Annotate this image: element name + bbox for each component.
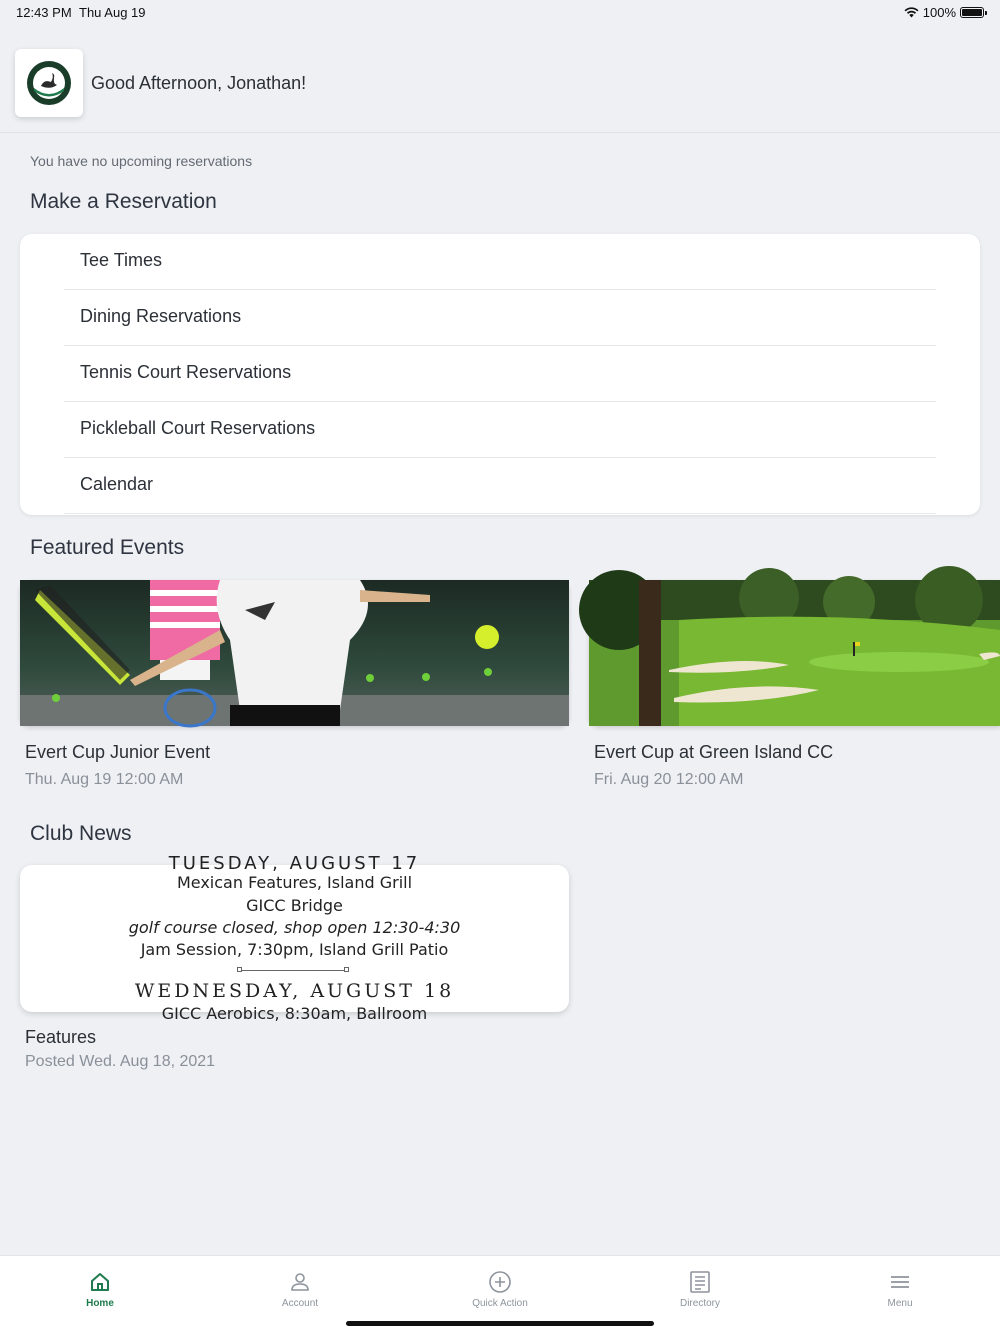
news-preview-top: TUESDAY, AUGUST 17	[168, 853, 421, 874]
reservation-item-label: Calendar	[80, 474, 154, 494]
battery-percent: 100%	[922, 5, 956, 20]
reservation-item-label: Tee Times	[80, 250, 163, 270]
news-preview-divider-end	[237, 967, 242, 972]
event-date: Thu. Aug 19 12:00 AM	[25, 771, 184, 788]
home-icon	[88, 1270, 112, 1294]
club-logo[interactable]	[15, 49, 83, 117]
reservation-item-tennis[interactable]	[64, 346, 936, 402]
plus-circle-icon	[488, 1270, 512, 1294]
section-title-events: Featured Events	[30, 536, 185, 559]
tab-label: Home	[86, 1298, 114, 1309]
tab-label: Quick Action	[472, 1298, 528, 1309]
tennis-photo	[20, 580, 569, 726]
news-preview-line: golf course closed, shop open 12:30-4:30	[128, 918, 461, 937]
reservation-item-dining[interactable]	[64, 290, 936, 346]
golf-photo	[589, 580, 1000, 726]
home-indicator[interactable]	[346, 1321, 654, 1326]
tab-account[interactable]	[200, 1256, 400, 1316]
hamburger-icon	[888, 1270, 912, 1294]
reservation-item-label: Dining Reservations	[80, 306, 242, 326]
tab-label: Menu	[887, 1298, 913, 1309]
tab-quick-action[interactable]	[400, 1256, 600, 1316]
news-preview-line: GICC Bridge	[246, 896, 343, 915]
news-preview-line: Mexican Features, Island Grill	[176, 873, 413, 892]
greeting-text: Good Afternoon, Jonathan!	[91, 73, 307, 93]
news-preview-divider-end	[344, 967, 349, 972]
event-title: Evert Cup at Green Island CC	[594, 742, 834, 762]
tab-home[interactable]	[0, 1256, 200, 1316]
reservation-item-calendar[interactable]	[64, 458, 936, 514]
status-right	[904, 5, 984, 20]
event-image-tennis[interactable]	[20, 580, 569, 726]
news-preview-heading: WEDNESDAY, AUGUST 18	[134, 980, 455, 1002]
club-swan-logo	[26, 60, 72, 106]
news-preview-line: Jam Session, 7:30pm, Island Grill Patio	[140, 940, 449, 959]
battery-icon	[960, 7, 984, 18]
status-date: Thu Aug 19	[79, 5, 146, 20]
person-icon	[288, 1270, 312, 1294]
reservation-item-tee-times[interactable]	[64, 234, 936, 290]
section-title-reservation: Make a Reservation	[30, 190, 217, 213]
event-image-golf[interactable]	[589, 580, 1000, 726]
event-card[interactable]	[589, 580, 1000, 789]
news-preview-bottom: GICC Aerobics, 8:30am, Ballroom	[161, 1004, 428, 1023]
event-card[interactable]	[20, 580, 570, 789]
news-date: Posted Wed. Aug 18, 2021	[25, 1053, 216, 1070]
status-bar	[0, 0, 1000, 24]
no-reservations-message: You have no upcoming reservations	[30, 153, 253, 169]
status-time: 12:43 PM	[16, 5, 72, 20]
event-date: Fri. Aug 20 12:00 AM	[594, 771, 744, 788]
news-title: Features	[25, 1027, 97, 1047]
reservation-item-label: Pickleball Court Reservations	[80, 418, 316, 438]
reservation-item-label: Tennis Court Reservations	[80, 362, 292, 382]
news-preview-divider	[239, 970, 349, 971]
tab-label: Directory	[679, 1298, 720, 1309]
reservation-item-pickleball[interactable]	[64, 402, 936, 458]
event-title: Evert Cup Junior Event	[25, 742, 211, 762]
section-title-news: Club News	[30, 822, 132, 845]
header	[0, 24, 1000, 133]
list-icon	[688, 1270, 712, 1294]
tab-directory[interactable]	[600, 1256, 800, 1316]
tab-label: Account	[281, 1298, 319, 1309]
wifi-icon	[904, 7, 919, 18]
news-card-image[interactable]	[20, 853, 569, 1023]
tab-menu[interactable]	[800, 1256, 1000, 1316]
reservation-list	[20, 234, 980, 515]
